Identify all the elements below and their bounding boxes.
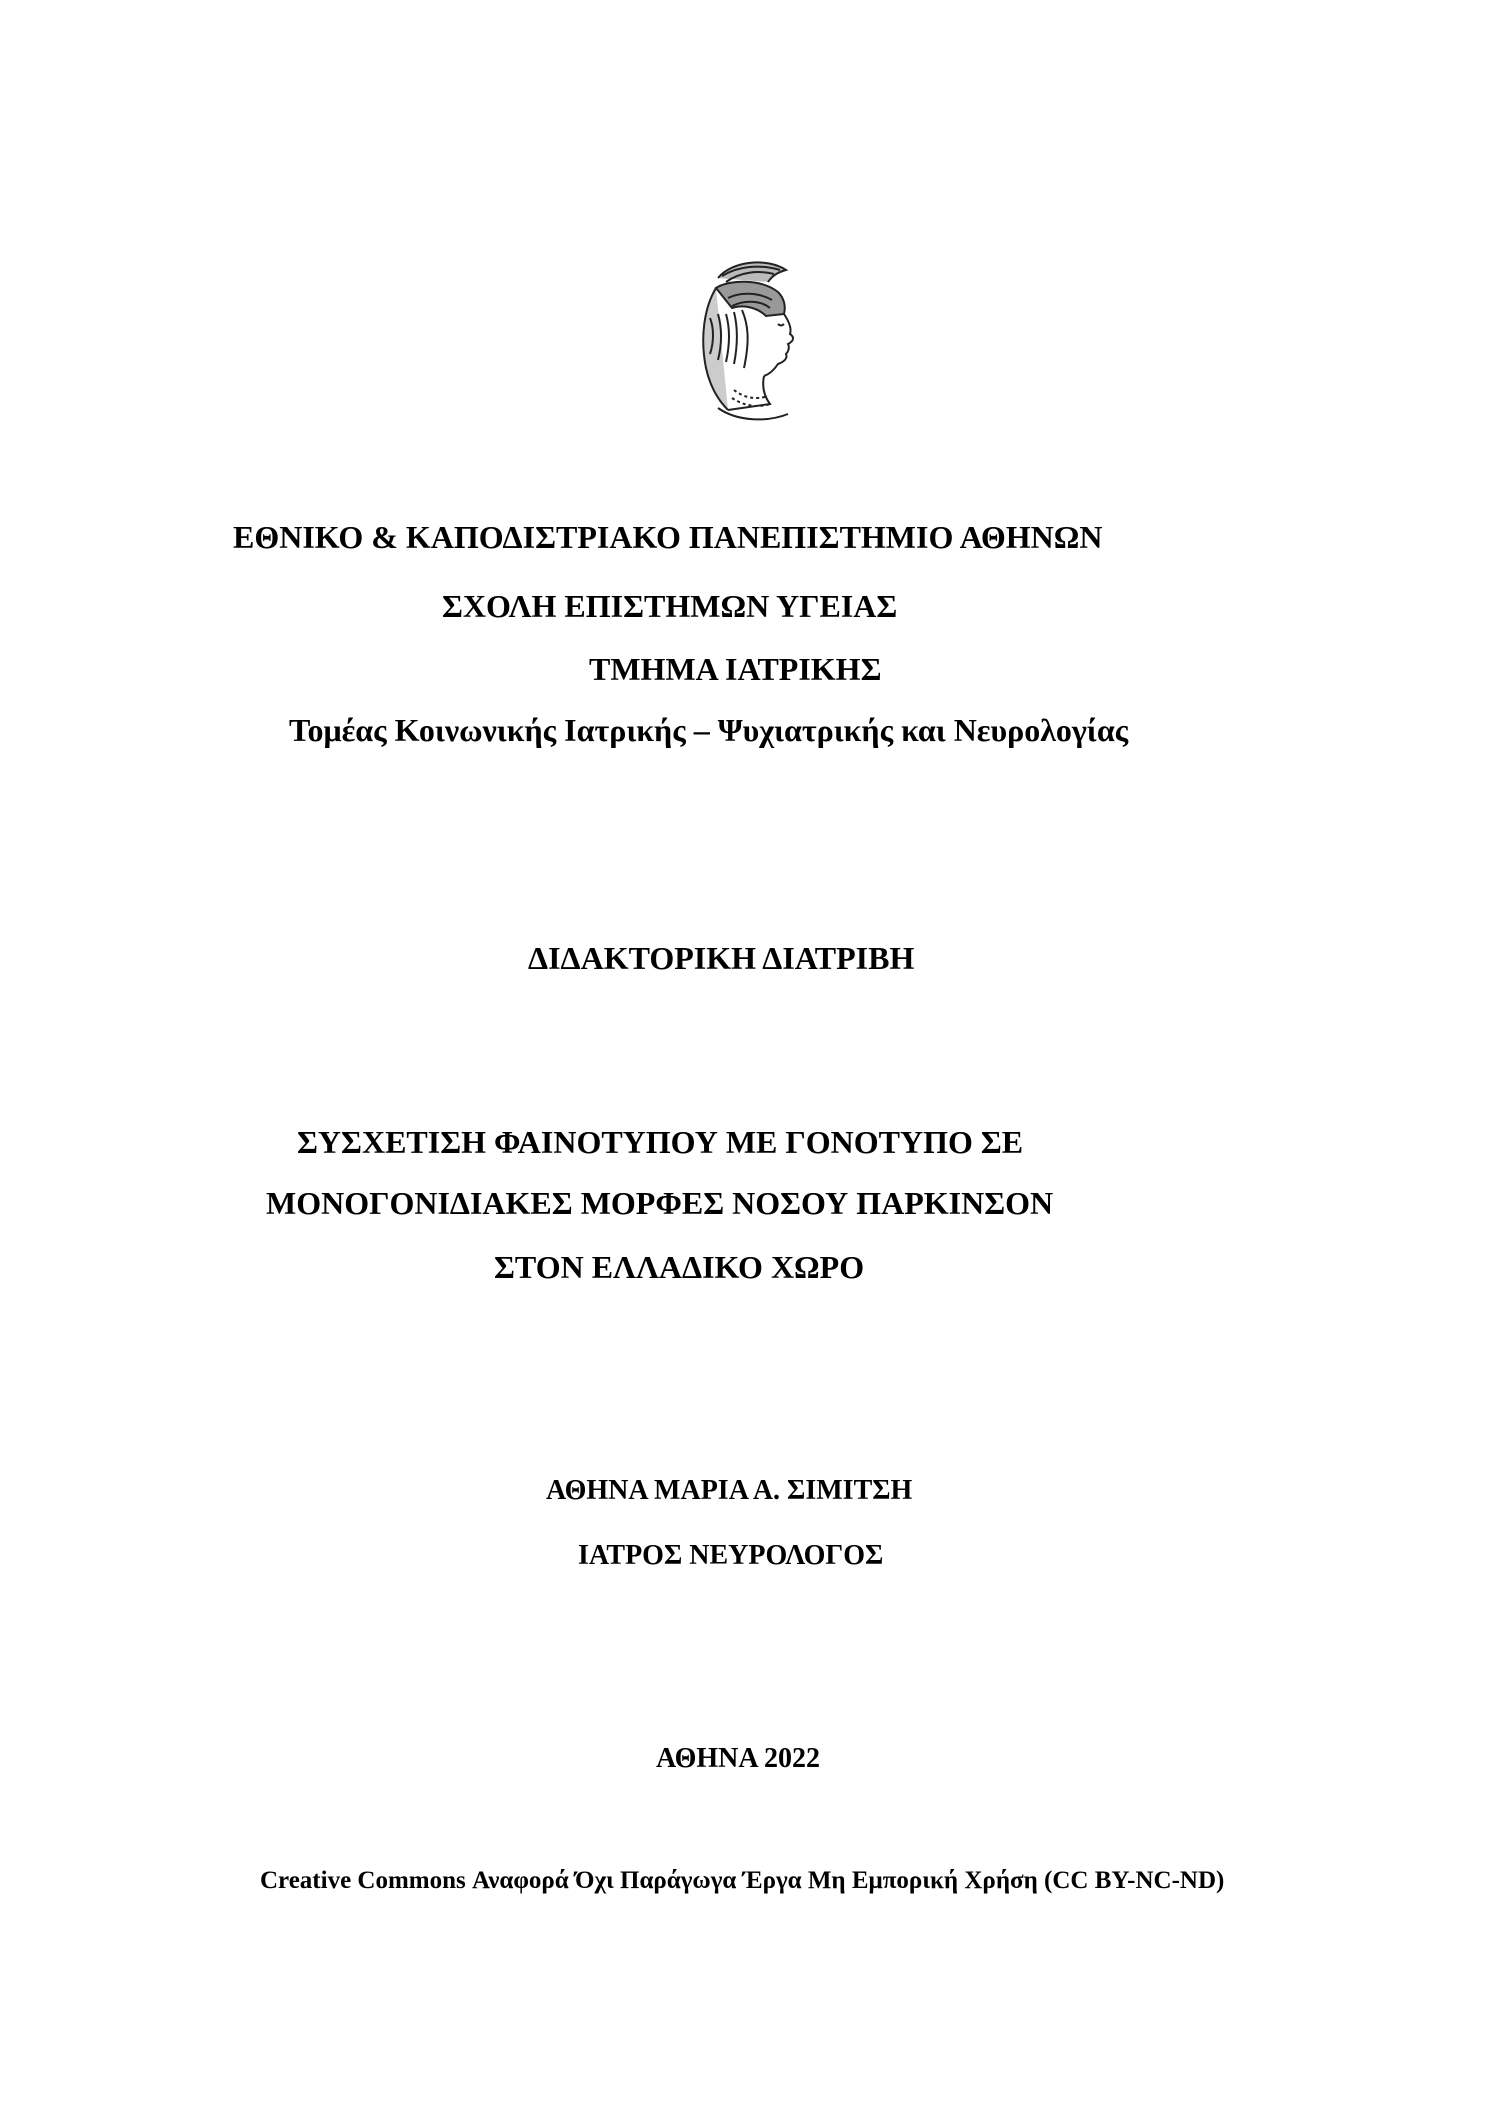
thesis-title-line-2: ΜΟΝΟΓΟΝΙΔΙΑΚΕΣ ΜΟΡΦΕΣ ΝΟΣΟΥ ΠΑΡΚΙΝΣΟΝ xyxy=(266,1185,1054,1221)
author-profession: ΙΑΤΡΟΣ ΝΕΥΡΟΛΟΓΟΣ xyxy=(578,1540,884,1571)
school-name: ΣΧΟΛΗ ΕΠΙΣΤΗΜΩΝ ΥΓΕΙΑΣ xyxy=(442,588,898,624)
university-name: ΕΘΝΙΚΟ & ΚΑΠΟΔΙΣΤΡΙΑΚΟ ΠΑΝΕΠΙΣΤΗΜΙΟ ΑΘΗΝΩΝ xyxy=(233,519,1103,555)
place-year: ΑΘΗΝΑ 2022 xyxy=(656,1743,821,1774)
athena-head-emblem-icon xyxy=(688,258,808,423)
thesis-title-line-3: ΣΤΟΝ ΕΛΛΑΔΙΚΟ ΧΩΡΟ xyxy=(494,1249,865,1285)
thesis-title-line-1: ΣΥΣΧΕΤΙΣΗ ΦΑΙΝΟΤΥΠΟΥ ΜΕ ΓΟΝΟΤΥΠΟ ΣΕ xyxy=(297,1124,1024,1160)
department-name: ΤΜΗΜΑ ΙΑΤΡΙΚΗΣ xyxy=(589,651,882,687)
author-name: ΑΘΗΝΑ ΜΑΡΙΑ Α. ΣΙΜΙΤΣΗ xyxy=(546,1475,913,1506)
sector-name: Τομέας Κοινωνικής Ιατρικής – Ψυχιατρικής και Νευρολογίας xyxy=(289,712,1129,748)
document-type: ΔΙΔΑΚΤΟΡΙΚΗ ΔΙΑΤΡΙΒΗ xyxy=(528,940,915,976)
license-text: Creative Commons Αναφορά Όχι Παράγωγα Έργα Μη Εμπορική Χρήση (CC BY-NC-ND) xyxy=(260,1867,1225,1894)
